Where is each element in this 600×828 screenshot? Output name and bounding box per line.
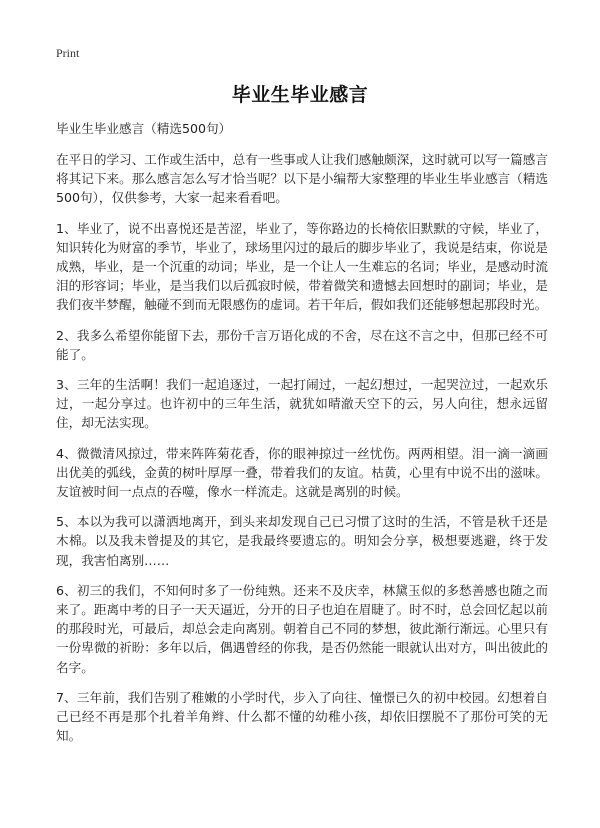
quote-paragraph-5: 5、本以为我可以潇洒地离开，到头来却发现自己已习惯了这时的生活，不管是秋千还是木棉。以及我未曾提及的其它，是我最终要遗忘的。明知会分享，极想要逃避，终于发现，我害怕离别…… <box>56 514 548 568</box>
quote-paragraph-7: 7、三年前，我们告别了稚嫩的小学时代，步入了向往、憧憬已久的初中校园。幻想着自己已经不再是那个扎着羊角辫、什么都不懂的幼稚小孩，却依旧摆脱不了那份可笑的无知。 <box>56 689 548 744</box>
quote-paragraph-4: 4、微微清风掠过，带来阵阵菊花香，你的眼神掠过一丝忧伤。两两相望。泪一滴一滴画出优美的弧线，金黄的树叶厚厚一叠，带着我们的友谊。枯黄，心里有中说不出的滋味。友谊被时间一点点的吞噬，像水一样流走。这就是离别的时候。 <box>56 445 548 500</box>
document-body <box>56 120 548 756</box>
quote-paragraph-6: 6、初三的我们，不知何时多了一份纯熟。还来不及庆幸，林黛玉似的多愁善感也随之而来了。距离中考的日子一天天逼近，分开的日子也迫在眉睫了。时不时，总会回忆起以前的那段时光，可最后，却总会走向离别。朝着自己不同的梦想，彼此渐行渐远。心里只有一份卑微的祈盼：多年以后，偶遇曾经的你我，是否仍然能一眼就认出对方，叫出彼此的名字。 <box>56 582 548 675</box>
quote-paragraph-3: 3、三年的生活啊！我们一起追逐过，一起打闹过，一起幻想过，一起哭泣过，一起欢乐过，一起分享过。也许初中的三年生活，就犹如晴澈天空下的云，另人向往，想永远留住，却无法实现。 <box>56 377 548 431</box>
print-link[interactable]: Print <box>56 46 80 60</box>
document-subtitle: 毕业生毕业感言（精选500句） <box>56 121 232 136</box>
quote-paragraph-1: 1、毕业了，说不出喜悦还是苦涩，毕业了，等你路边的长椅依旧默默的守候，毕业了，知识转化为财富的季节，毕业了，球场里闪过的最后的脚步毕业了，我说是结束，你说是成熟，毕业，是一个沉重的动词；毕业，是一个让人一生难忘的名词；毕业，是感动时流泪的形容词；毕业，是当我们以后孤寂时候，带着微笑和遗憾去回想时的副词；毕业，是我们夜半梦醒，触碰不到而无限感伤的虚词。若干年后，假如我们还能够想起那段时光。 <box>56 220 548 313</box>
document-title: 毕业生毕业感言 <box>231 84 369 106</box>
quote-paragraph-2: 2、我多么希望你能留下去，那份千言万语化成的不舍，尽在这不言之中，但那已经不可能了。 <box>56 327 548 362</box>
intro-paragraph: 在平日的学习、工作或生活中，总有一些事或人让我们感触颇深，这时就可以写一篇感言将其记下来。那么感言怎么写才恰当呢？以下是小编帮大家整理的毕业生毕业感言（精选500句），仅供参考，大家一起来看看吧。 <box>56 152 548 206</box>
